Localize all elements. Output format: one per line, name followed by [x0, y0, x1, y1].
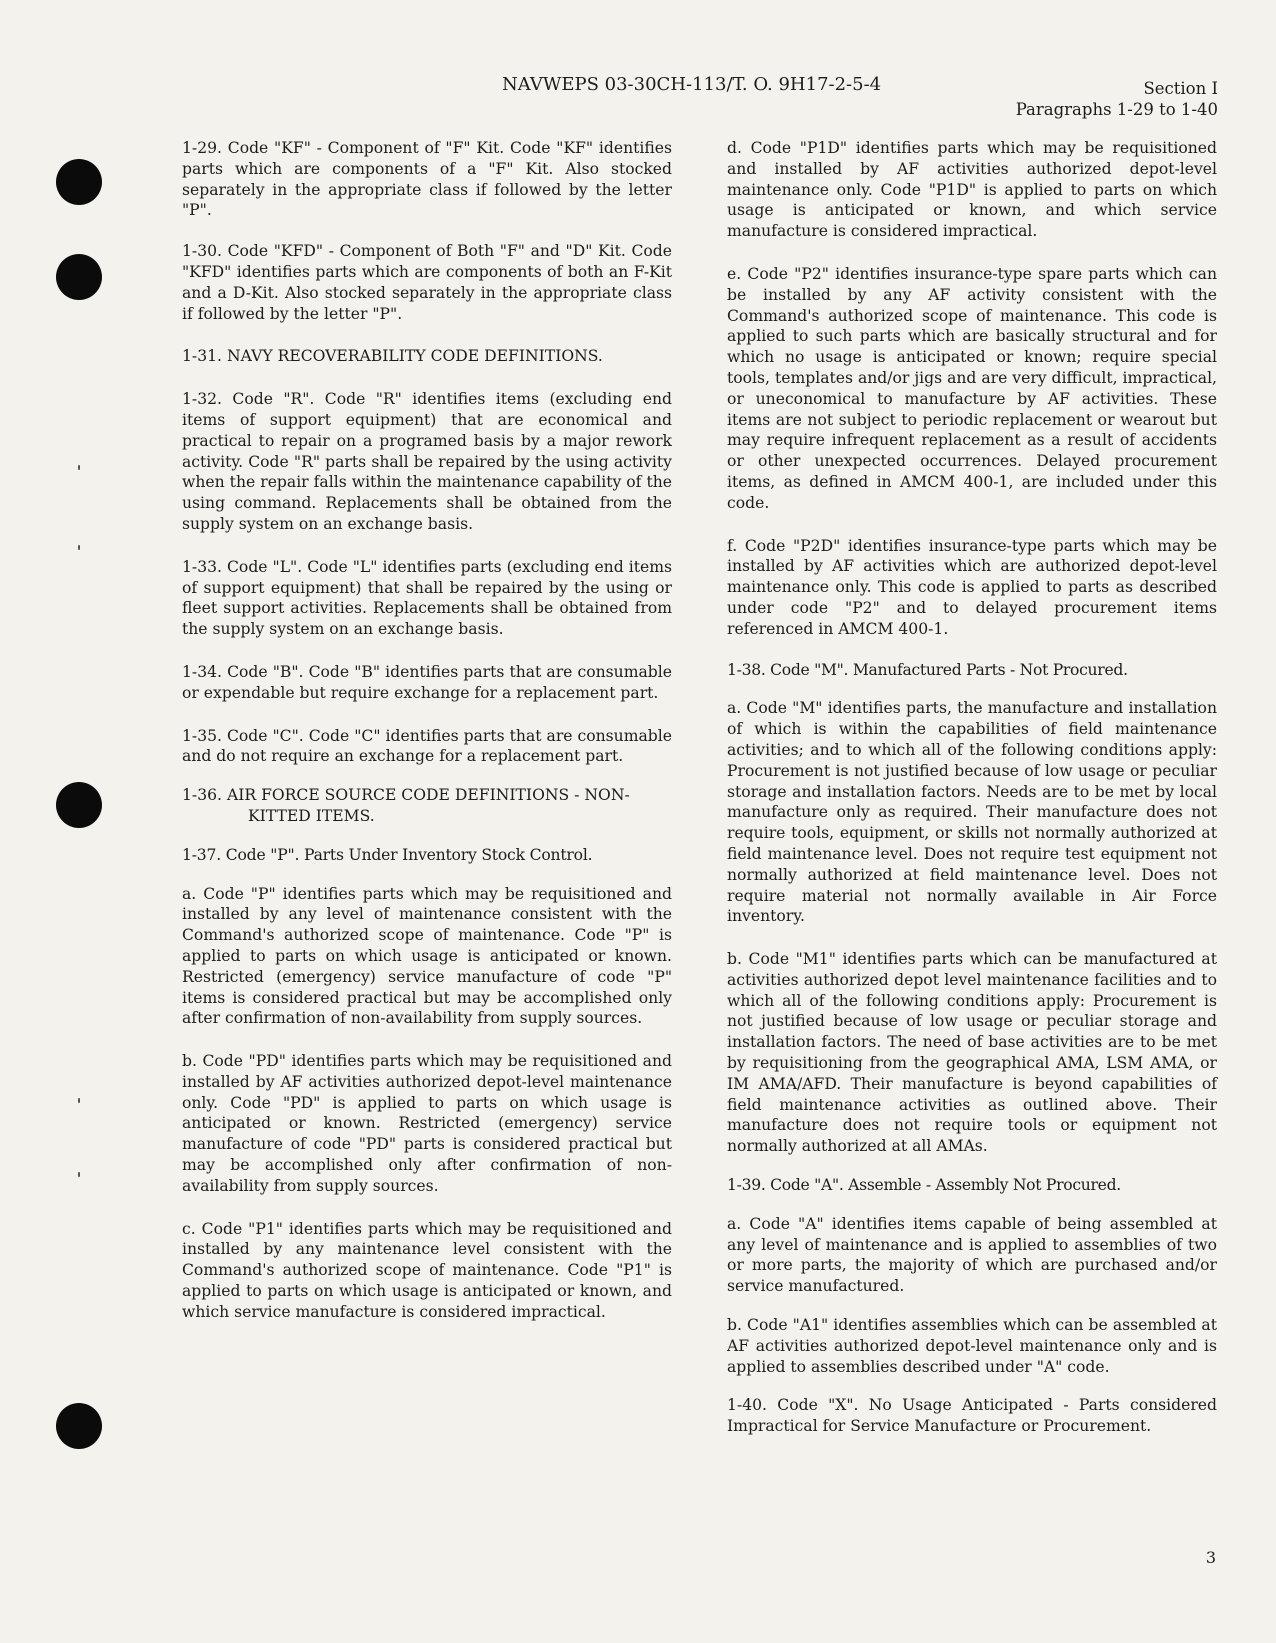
paragraph-1-39-b: b. Code "A1" identifies assemblies which can be assembled at AF activities authorized depot-level maintenance only and is applied to assemblies described under "A" code.	[727, 1316, 1217, 1376]
paragraph-1-40: 1-40. Code "X". No Usage Anticipated - Parts considered Impractical for Service Manufacture or Procurement.	[727, 1396, 1217, 1436]
paragraph-1-37: 1-37. Code "P". Parts Under Inventory Stock Control.	[182, 845, 593, 864]
paragraph-1-37-e: e. Code "P2" identifies insurance-type spare parts which can be installed by any AF activity consistent with the Command's authorized scope of maintenance. This code is applied to such parts which are basically structural and for which no usage is anticipated or known; require special tools, templates and/or jigs and are very difficult, impractical, or uneconomical to manufacture by AF activities. These items are not subject to periodic replacement or wearout but may require infrequent replacement as a result of accidents or other unexpected occurrences. Delayed procurement items, as defined in AMCM 400-1, are included under this code.	[727, 264, 1218, 512]
right-column	[727, 138, 1217, 1437]
scan-speck	[78, 545, 80, 550]
section-label: Section I	[1143, 79, 1218, 98]
paragraph-1-39: 1-39. Code "A". Assemble - Assembly Not Procured.	[727, 1176, 1121, 1195]
paragraph-1-37-b: b. Code "PD" identifies parts which may be requisitioned and installed by AF activities authorized depot-level maintenance only. Code "PD" is applied to parts on which usage is anticipated or known. Restricted (emergency) service manufacture of code "PD" parts is considered practical but may be accomplished only after confirmation of non-availability from supply sources.	[182, 1052, 672, 1195]
paragraph-1-30: 1-30. Code "KFD" - Component of Both "F" and "D" Kit. Code "KFD" identifies parts which are components of both an F-Kit and a D-Kit. Also stocked separately in the appropriate class if followed by the letter "P".	[182, 242, 672, 323]
paragraph-1-33: 1-33. Code "L". Code "L" identifies parts (excluding end items of support equipment) that shall be repaired by the using or fleet support activities. Replacements shall be obtained from the supply system on an exchange basis.	[182, 557, 672, 639]
binder-hole-1	[56, 159, 102, 205]
scan-speck	[78, 1172, 80, 1177]
left-column	[182, 138, 672, 1323]
paragraph-1-37-f: f. Code "P2D" identifies insurance-type parts which may be installed by AF activities which are authorized depot-level maintenance only. This code is applied to parts as described under code "P2" and to delayed procurement items referenced in AMCM 400-1.	[727, 536, 1217, 638]
page-number: 3	[1205, 1548, 1216, 1567]
paragraph-1-37-c: c. Code "P1" identifies parts which may be requisitioned and installed by any maintenance level consistent with the Command's authorized scope of maintenance. Code "P1" is applied to parts on which usage is anticipated or known, and which service manufacture is considered impractical.	[182, 1219, 672, 1321]
binder-hole-4	[56, 1403, 102, 1449]
heading-1-36: 1-36. AIR FORCE SOURCE CODE DEFINITIONS - NON-KITTED ITEMS.	[182, 786, 630, 825]
heading-1-31: 1-31. NAVY RECOVERABILITY CODE DEFINITIONS.	[182, 347, 603, 366]
scan-speck	[78, 465, 80, 470]
paragraph-1-32: 1-32. Code "R". Code "R" identifies items (excluding end items of support equipment) that are economical and practical to repair on a programed basis by a major rework activity. Code "R" parts shall be repaired by the using activity when the repair falls within the maintenance capability of the using command. Replacements shall be obtained from the supply system on an exchange basis.	[182, 390, 672, 533]
paragraph-1-37-d: d. Code "P1D" identifies parts which may be requisitioned and installed by AF activities authorized depot-level maintenance only. Code "P1D" is applied to parts on which usage is anticipated or known, and which service manufacture is considered impractical.	[727, 139, 1217, 241]
paragraph-1-34: 1-34. Code "B". Code "B" identifies parts that are consumable or expendable but require exchange for a replacement part.	[182, 662, 672, 702]
paragraph-1-39-a: a. Code "A" identifies items capable of being assembled at any level of maintenance and is applied to assemblies of two or more parts, the majority of which are purchased and/or service manufactured.	[727, 1214, 1217, 1296]
paragraph-1-29: 1-29. Code "KF" - Component of "F" Kit. Code "KF" identifies parts which are components of a "F" Kit. Also stocked separately in the appropriate class if followed by the letter "P".	[182, 139, 672, 220]
paragraph-1-35: 1-35. Code "C". Code "C" identifies parts that are consumable and do not require an exchange for a replacement part.	[182, 726, 672, 766]
section-header	[1016, 78, 1218, 120]
paragraph-1-38-b: b. Code "M1" identifies parts which can be manufactured at activities authorized depot level maintenance facilities and to which all of the following conditions apply: Procurement is not justified because of low usage or peculiar storage and installation factors. The need of base activities are to be met by requisitioning from the geographical AMA, LSM AMA, or IM AMA/AFD. Their manufacture is beyond capabilities of field maintenance activities as outlined above. Their manufacture does not require tools or equipment not normally authorized at all AMAs.	[727, 950, 1217, 1156]
scan-speck	[78, 1098, 80, 1103]
paragraph-1-37-a: a. Code "P" identifies parts which may be requisitioned and installed by any level of maintenance consistent with the Command's authorized scope of maintenance. Code "P" is applied to parts on which usage is anticipated or known. Restricted (emergency) service manufacture of code "P" items is considered practical but may be accomplished only after confirmation of non-availability from supply sources.	[182, 884, 672, 1028]
binder-hole-2	[56, 254, 102, 300]
binder-hole-3	[56, 782, 102, 828]
document-number: NAVWEPS 03-30CH-113/T. O. 9H17-2-5-4	[502, 74, 882, 95]
paragraph-1-38: 1-38. Code "M". Manufactured Parts - Not Procured.	[727, 660, 1128, 679]
paragraph-1-38-a: a. Code "M" identifies parts, the manufacture and installation of which is within the capabilities of field maintenance activities; and to which all of the following conditions apply: Procurement is not justified because of low usage or peculiar storage and installation factors. Needs are to be met by local manufacture only as required. Their manufacture does not require tools, equipment, or skills not normally authorized at field maintenance level. Does not require test equipment not normally authorized at field maintenance level. Does not require material not normally available in Air Force inventory.	[727, 699, 1217, 926]
paragraphs-range: Paragraphs 1-29 to 1-40	[1015, 100, 1218, 119]
